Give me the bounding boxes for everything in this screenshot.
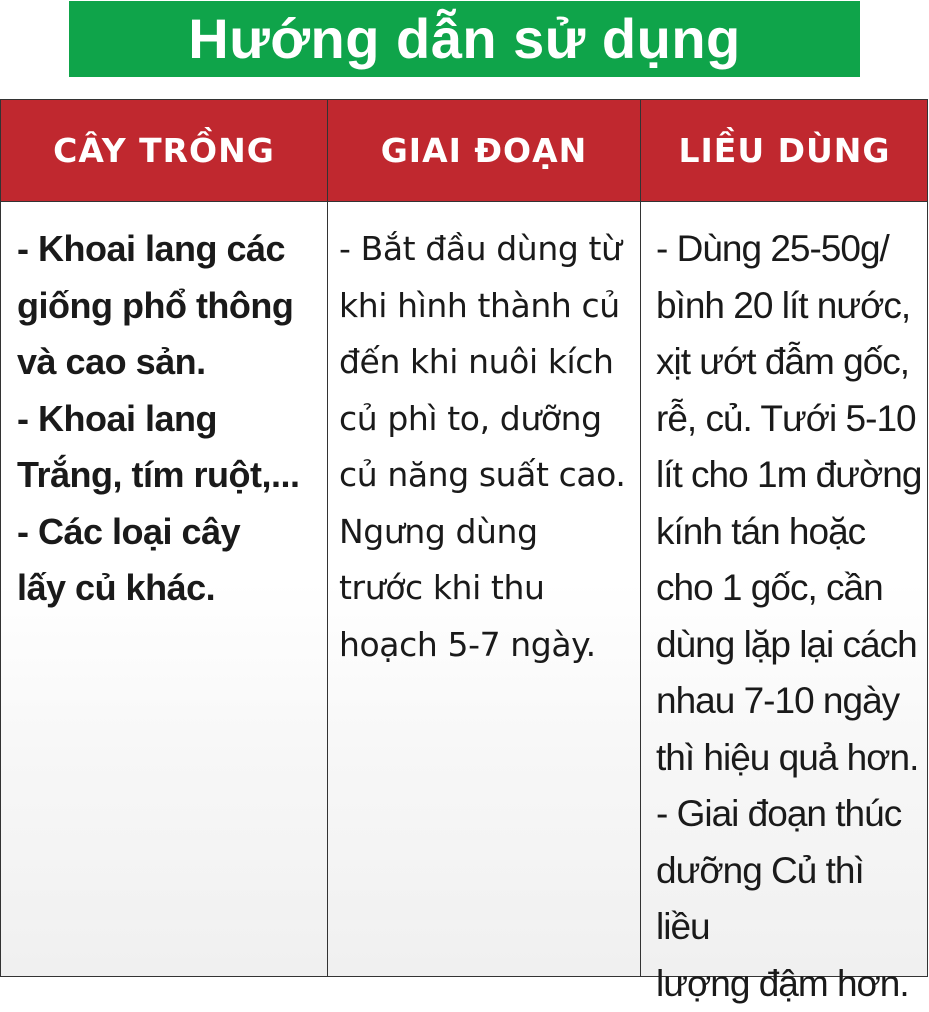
cell-line: lấy củ khác. <box>17 560 321 617</box>
cell-line: củ phì to, dưỡng <box>339 391 637 448</box>
cell-line: - Giai đoạn thúc <box>656 786 926 843</box>
usage-table <box>0 99 928 977</box>
header-cay-trong: CÂY TRỒNG <box>1 100 327 201</box>
cell-line: - Các loại cây <box>17 504 321 561</box>
header-lieu-dung: LIỀU DÙNG <box>640 100 928 201</box>
cell-line: hoạch 5-7 ngày. <box>339 617 637 674</box>
cell-line: nhau 7-10 ngày <box>656 673 926 730</box>
cell-line: lượng đậm hơn. <box>656 956 926 1012</box>
header-giai-doan: GIAI ĐOẠN <box>327 100 640 201</box>
cell-line: kính tán hoặc <box>656 504 926 561</box>
cell-line: thì hiệu quả hơn. <box>656 730 926 787</box>
cell-line: Trắng, tím ruột,... <box>17 447 321 504</box>
cell-line: cho 1 gốc, cần <box>656 560 926 617</box>
cell-line: lít cho 1m đường <box>656 447 926 504</box>
column-divider <box>327 202 328 976</box>
cell-line: giống phổ thông <box>17 278 321 335</box>
cell-line: - Khoai lang các <box>17 221 321 278</box>
cell-line: xịt ướt đẫm gốc, <box>656 334 926 391</box>
table-header-row <box>1 100 927 202</box>
page-title: Hướng dẫn sử dụng <box>69 1 860 77</box>
cell-cay-trong <box>17 221 321 617</box>
cell-line: dùng lặp lại cách <box>656 617 926 674</box>
cell-lieu-dung <box>656 221 926 1012</box>
cell-line: đến khi nuôi kích <box>339 334 637 391</box>
cell-line: rễ, củ. Tưới 5-10 <box>656 391 926 448</box>
cell-line: khi hình thành củ <box>339 278 637 335</box>
cell-line: và cao sản. <box>17 334 321 391</box>
cell-line: củ năng suất cao. <box>339 447 637 504</box>
column-divider <box>640 202 641 976</box>
cell-line: - Khoai lang <box>17 391 321 448</box>
cell-line: - Bắt đầu dùng từ <box>339 221 637 278</box>
cell-line: - Dùng 25-50g/ <box>656 221 926 278</box>
cell-line: trước khi thu <box>339 560 637 617</box>
cell-line: dưỡng Củ thì liều <box>656 843 926 956</box>
cell-line: bình 20 lít nước, <box>656 278 926 335</box>
cell-giai-doan <box>339 221 637 673</box>
cell-line: Ngưng dùng <box>339 504 637 561</box>
